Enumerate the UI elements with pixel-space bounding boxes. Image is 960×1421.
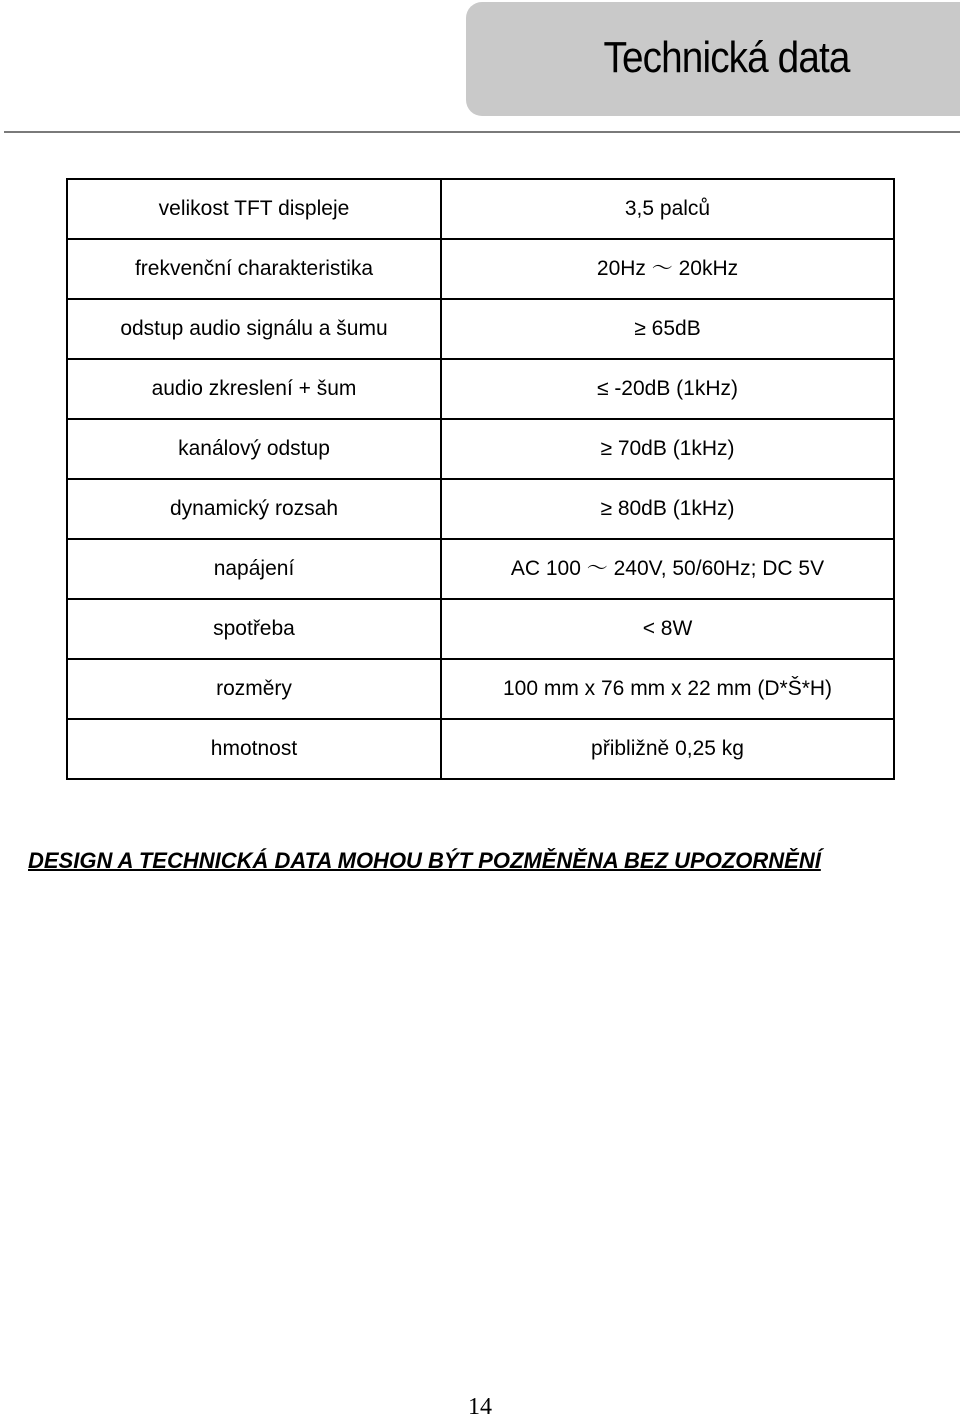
spec-value: ≥ 80dB (1kHz): [441, 479, 894, 539]
table-row: [67, 719, 894, 779]
spec-value: 20Hz ～ 20kHz: [441, 239, 894, 299]
spec-value: ≤ -20dB (1kHz): [441, 359, 894, 419]
spec-value: ≥ 65dB: [441, 299, 894, 359]
spec-value: 3,5 palců: [441, 179, 894, 239]
table-row: [67, 239, 894, 299]
page-title: Technická data: [604, 33, 850, 82]
spec-label: hmotnost: [67, 719, 441, 779]
spec-label: napájení: [67, 539, 441, 599]
disclaimer-notice: DESIGN A TECHNICKÁ DATA MOHOU BÝT POZMĚNĚNA BEZ UPOZORNĚNÍ: [28, 848, 821, 873]
spec-label: odstup audio signálu a šumu: [67, 299, 441, 359]
spec-value: AC 100 ～ 240V, 50/60Hz; DC 5V: [441, 539, 894, 599]
header-divider: [4, 131, 960, 133]
spec-label: spotřeba: [67, 599, 441, 659]
table-row: [67, 599, 894, 659]
spec-label: rozměry: [67, 659, 441, 719]
table-row: [67, 659, 894, 719]
table-row: [67, 479, 894, 539]
spec-table: [66, 178, 895, 780]
table-row: [67, 539, 894, 599]
table-row: [67, 419, 894, 479]
spec-value: < 8W: [441, 599, 894, 659]
table-row: [67, 299, 894, 359]
table-row: [67, 179, 894, 239]
spec-label: kanálový odstup: [67, 419, 441, 479]
spec-value: 100 mm x 76 mm x 22 mm (D*Š*H): [441, 659, 894, 719]
table-row: [67, 359, 894, 419]
spec-label: audio zkreslení + šum: [67, 359, 441, 419]
spec-value: přibližně 0,25 kg: [441, 719, 894, 779]
page-number: 14: [468, 1394, 492, 1420]
spec-label: velikost TFT displeje: [67, 179, 441, 239]
spec-label: frekvenční charakteristika: [67, 239, 441, 299]
title-tab: [466, 2, 960, 116]
spec-value: ≥ 70dB (1kHz): [441, 419, 894, 479]
spec-label: dynamický rozsah: [67, 479, 441, 539]
